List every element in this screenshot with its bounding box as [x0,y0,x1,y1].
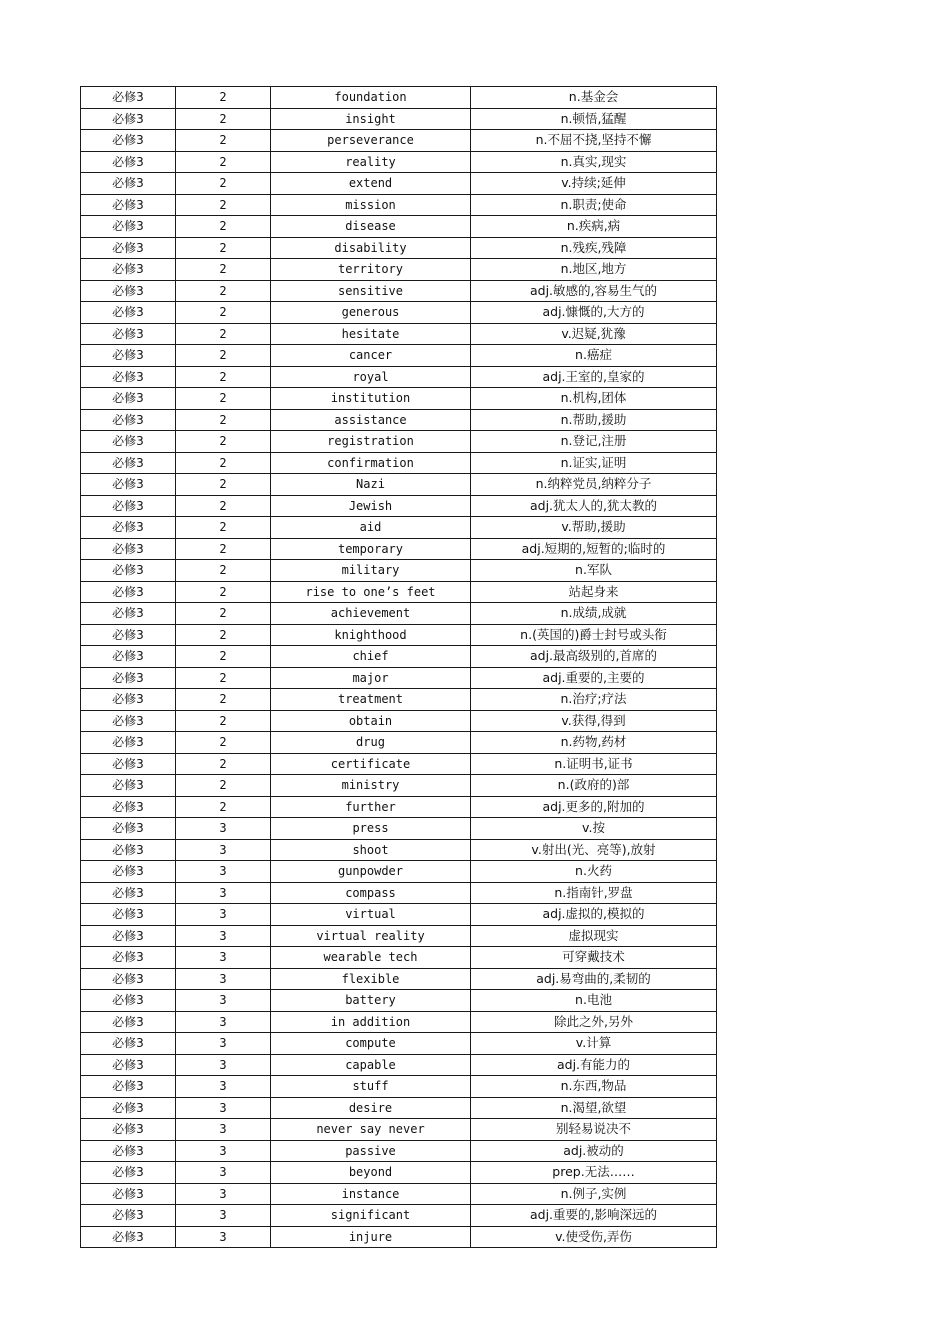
meaning-cell: v.使受伤,弄伤 [471,1226,717,1248]
word-cell: institution [271,388,471,410]
unit-cell: 2 [176,538,271,560]
table-row [81,345,717,367]
book-cell: 必修3 [81,968,176,990]
vocabulary-table [80,86,717,1248]
book-cell: 必修3 [81,1076,176,1098]
word-cell: mission [271,194,471,216]
word-cell: registration [271,431,471,453]
unit-cell: 3 [176,1054,271,1076]
unit-cell: 2 [176,581,271,603]
unit-cell: 3 [176,1076,271,1098]
meaning-cell: adj.重要的,影响深远的 [471,1205,717,1227]
book-cell: 必修3 [81,366,176,388]
word-cell: extend [271,173,471,195]
word-cell: Jewish [271,495,471,517]
book-cell: 必修3 [81,1119,176,1141]
meaning-cell: n.纳粹党员,纳粹分子 [471,474,717,496]
table-row [81,108,717,130]
table-row [81,409,717,431]
word-cell: wearable tech [271,947,471,969]
book-cell: 必修3 [81,1097,176,1119]
meaning-cell: n.例子,实例 [471,1183,717,1205]
unit-cell: 3 [176,947,271,969]
book-cell: 必修3 [81,409,176,431]
book-cell: 必修3 [81,560,176,582]
word-cell: chief [271,646,471,668]
word-cell: virtual [271,904,471,926]
word-cell: drug [271,732,471,754]
book-cell: 必修3 [81,130,176,152]
meaning-cell: n.渴望,欲望 [471,1097,717,1119]
meaning-cell: n.登记,注册 [471,431,717,453]
book-cell: 必修3 [81,1226,176,1248]
book-cell: 必修3 [81,1033,176,1055]
unit-cell: 2 [176,753,271,775]
word-cell: hesitate [271,323,471,345]
table-row [81,1097,717,1119]
book-cell: 必修3 [81,882,176,904]
word-cell: disease [271,216,471,238]
meaning-cell: 除此之外,另外 [471,1011,717,1033]
meaning-cell: adj.有能力的 [471,1054,717,1076]
book-cell: 必修3 [81,108,176,130]
unit-cell: 2 [176,323,271,345]
book-cell: 必修3 [81,216,176,238]
unit-cell: 3 [176,904,271,926]
meaning-cell: 站起身来 [471,581,717,603]
meaning-cell: adj.被动的 [471,1140,717,1162]
word-cell: certificate [271,753,471,775]
unit-cell: 2 [176,259,271,281]
word-cell: cancer [271,345,471,367]
unit-cell: 2 [176,452,271,474]
meaning-cell: adj.最高级别的,首席的 [471,646,717,668]
table-row [81,538,717,560]
meaning-cell: n.帮助,援助 [471,409,717,431]
unit-cell: 2 [176,194,271,216]
meaning-cell: adj.短期的,短暂的;临时的 [471,538,717,560]
meaning-cell: n.癌症 [471,345,717,367]
book-cell: 必修3 [81,1183,176,1205]
meaning-cell: v.帮助,援助 [471,517,717,539]
table-row [81,667,717,689]
word-cell: instance [271,1183,471,1205]
meaning-cell: n.证明书,证书 [471,753,717,775]
table-row [81,151,717,173]
word-cell: compass [271,882,471,904]
meaning-cell: n.东西,物品 [471,1076,717,1098]
word-cell: sensitive [271,280,471,302]
unit-cell: 3 [176,1140,271,1162]
word-cell: royal [271,366,471,388]
book-cell: 必修3 [81,87,176,109]
unit-cell: 2 [176,108,271,130]
table-row [81,194,717,216]
book-cell: 必修3 [81,624,176,646]
unit-cell: 3 [176,925,271,947]
book-cell: 必修3 [81,710,176,732]
word-cell: major [271,667,471,689]
table-row [81,302,717,324]
unit-cell: 2 [176,409,271,431]
word-cell: rise to one’s feet [271,581,471,603]
table-row [81,87,717,109]
book-cell: 必修3 [81,495,176,517]
table-row [81,323,717,345]
book-cell: 必修3 [81,603,176,625]
table-row [81,925,717,947]
unit-cell: 2 [176,474,271,496]
table-row [81,581,717,603]
meaning-cell: 别轻易说决不 [471,1119,717,1141]
word-cell: treatment [271,689,471,711]
book-cell: 必修3 [81,990,176,1012]
unit-cell: 2 [176,345,271,367]
unit-cell: 2 [176,560,271,582]
word-cell: passive [271,1140,471,1162]
book-cell: 必修3 [81,538,176,560]
book-cell: 必修3 [81,925,176,947]
unit-cell: 2 [176,130,271,152]
word-cell: beyond [271,1162,471,1184]
unit-cell: 3 [176,968,271,990]
meaning-cell: v.迟疑,犹豫 [471,323,717,345]
book-cell: 必修3 [81,1140,176,1162]
unit-cell: 3 [176,1011,271,1033]
meaning-cell: adj.重要的,主要的 [471,667,717,689]
word-cell: generous [271,302,471,324]
book-cell: 必修3 [81,474,176,496]
word-cell: press [271,818,471,840]
word-cell: injure [271,1226,471,1248]
meaning-cell: adj.更多的,附加的 [471,796,717,818]
table-row [81,882,717,904]
table-row [81,603,717,625]
unit-cell: 3 [176,861,271,883]
unit-cell: 3 [176,1033,271,1055]
table-row [81,775,717,797]
word-cell: territory [271,259,471,281]
book-cell: 必修3 [81,861,176,883]
unit-cell: 2 [176,302,271,324]
table-row [81,474,717,496]
meaning-cell: n.残疾,残障 [471,237,717,259]
word-cell: virtual reality [271,925,471,947]
word-cell: knighthood [271,624,471,646]
unit-cell: 2 [176,624,271,646]
table-row [81,861,717,883]
unit-cell: 2 [176,710,271,732]
word-cell: reality [271,151,471,173]
book-cell: 必修3 [81,302,176,324]
unit-cell: 3 [176,1119,271,1141]
meaning-cell: n.不屈不挠,坚持不懈 [471,130,717,152]
unit-cell: 3 [176,1226,271,1248]
table-row [81,796,717,818]
unit-cell: 2 [176,667,271,689]
word-cell: assistance [271,409,471,431]
word-cell: insight [271,108,471,130]
book-cell: 必修3 [81,345,176,367]
book-cell: 必修3 [81,775,176,797]
table-row [81,947,717,969]
meaning-cell: n.军队 [471,560,717,582]
table-row [81,818,717,840]
meaning-cell: adj.易弯曲的,柔韧的 [471,968,717,990]
unit-cell: 2 [176,517,271,539]
meaning-cell: v.按 [471,818,717,840]
unit-cell: 2 [176,280,271,302]
table-row [81,753,717,775]
word-cell: gunpowder [271,861,471,883]
table-row [81,452,717,474]
table-row [81,431,717,453]
table-row [81,1011,717,1033]
meaning-cell: n.证实,证明 [471,452,717,474]
unit-cell: 2 [176,732,271,754]
book-cell: 必修3 [81,1205,176,1227]
table-row [81,968,717,990]
meaning-cell: v.获得,得到 [471,710,717,732]
table-row [81,624,717,646]
meaning-cell: n.地区,地方 [471,259,717,281]
meaning-cell: n.机构,团体 [471,388,717,410]
book-cell: 必修3 [81,732,176,754]
meaning-cell: adj.犹太人的,犹太教的 [471,495,717,517]
unit-cell: 2 [176,431,271,453]
meaning-cell: 虚拟现实 [471,925,717,947]
book-cell: 必修3 [81,818,176,840]
word-cell: ministry [271,775,471,797]
table-row [81,1119,717,1141]
book-cell: 必修3 [81,388,176,410]
table-row [81,216,717,238]
meaning-cell: 可穿戴技术 [471,947,717,969]
book-cell: 必修3 [81,646,176,668]
unit-cell: 2 [176,689,271,711]
word-cell: battery [271,990,471,1012]
book-cell: 必修3 [81,839,176,861]
table-row [81,990,717,1012]
book-cell: 必修3 [81,753,176,775]
table-row [81,732,717,754]
word-cell: confirmation [271,452,471,474]
meaning-cell: n.电池 [471,990,717,1012]
meaning-cell: n.疾病,病 [471,216,717,238]
table-row [81,388,717,410]
word-cell: further [271,796,471,818]
unit-cell: 3 [176,818,271,840]
meaning-cell: prep.无法…… [471,1162,717,1184]
unit-cell: 2 [176,646,271,668]
table-row [81,904,717,926]
table-row [81,839,717,861]
word-cell: never say never [271,1119,471,1141]
book-cell: 必修3 [81,1011,176,1033]
meaning-cell: n.(政府的)部 [471,775,717,797]
table-row [81,1162,717,1184]
meaning-cell: n.成绩,成就 [471,603,717,625]
meaning-cell: v.计算 [471,1033,717,1055]
table-row [81,130,717,152]
word-cell: compute [271,1033,471,1055]
meaning-cell: adj.敏感的,容易生气的 [471,280,717,302]
unit-cell: 3 [176,1205,271,1227]
unit-cell: 3 [176,1097,271,1119]
word-cell: foundation [271,87,471,109]
meaning-cell: n.真实,现实 [471,151,717,173]
unit-cell: 2 [176,796,271,818]
meaning-cell: adj.王室的,皇家的 [471,366,717,388]
unit-cell: 2 [176,495,271,517]
table-row [81,710,717,732]
unit-cell: 2 [176,173,271,195]
book-cell: 必修3 [81,237,176,259]
table-row [81,366,717,388]
word-cell: capable [271,1054,471,1076]
unit-cell: 2 [176,388,271,410]
meaning-cell: n.治疗;疗法 [471,689,717,711]
unit-cell: 2 [176,151,271,173]
table-row [81,237,717,259]
meaning-cell: adj.虚拟的,模拟的 [471,904,717,926]
unit-cell: 2 [176,775,271,797]
word-cell: temporary [271,538,471,560]
table-row [81,173,717,195]
meaning-cell: n.基金会 [471,87,717,109]
word-cell: achievement [271,603,471,625]
meaning-cell: n.火药 [471,861,717,883]
book-cell: 必修3 [81,431,176,453]
table-row [81,280,717,302]
unit-cell: 3 [176,1183,271,1205]
table-row [81,517,717,539]
book-cell: 必修3 [81,452,176,474]
meaning-cell: n.职责;使命 [471,194,717,216]
book-cell: 必修3 [81,517,176,539]
table-row [81,560,717,582]
meaning-cell: adj.慷慨的,大方的 [471,302,717,324]
word-cell: shoot [271,839,471,861]
word-cell: aid [271,517,471,539]
book-cell: 必修3 [81,904,176,926]
book-cell: 必修3 [81,947,176,969]
book-cell: 必修3 [81,323,176,345]
word-cell: stuff [271,1076,471,1098]
table-row [81,495,717,517]
word-cell: military [271,560,471,582]
meaning-cell: v.射出(光、亮等),放射 [471,839,717,861]
book-cell: 必修3 [81,689,176,711]
meaning-cell: n.顿悟,猛醒 [471,108,717,130]
word-cell: significant [271,1205,471,1227]
book-cell: 必修3 [81,151,176,173]
unit-cell: 3 [176,882,271,904]
book-cell: 必修3 [81,1162,176,1184]
word-cell: flexible [271,968,471,990]
unit-cell: 3 [176,1162,271,1184]
book-cell: 必修3 [81,259,176,281]
table-row [81,689,717,711]
word-cell: obtain [271,710,471,732]
book-cell: 必修3 [81,667,176,689]
book-cell: 必修3 [81,581,176,603]
table-row [81,646,717,668]
unit-cell: 2 [176,87,271,109]
table-row [81,259,717,281]
book-cell: 必修3 [81,796,176,818]
word-cell: desire [271,1097,471,1119]
meaning-cell: n.(英国的)爵士封号或头衔 [471,624,717,646]
unit-cell: 2 [176,603,271,625]
table-row [81,1054,717,1076]
vocabulary-table-body [81,87,717,1248]
unit-cell: 2 [176,216,271,238]
book-cell: 必修3 [81,280,176,302]
table-row [81,1033,717,1055]
table-row [81,1226,717,1248]
table-row [81,1140,717,1162]
meaning-cell: v.持续;延伸 [471,173,717,195]
table-row [81,1076,717,1098]
word-cell: in addition [271,1011,471,1033]
table-row [81,1205,717,1227]
unit-cell: 3 [176,990,271,1012]
meaning-cell: n.药物,药材 [471,732,717,754]
word-cell: perseverance [271,130,471,152]
word-cell: Nazi [271,474,471,496]
unit-cell: 2 [176,366,271,388]
table-row [81,1183,717,1205]
unit-cell: 3 [176,839,271,861]
book-cell: 必修3 [81,173,176,195]
book-cell: 必修3 [81,194,176,216]
book-cell: 必修3 [81,1054,176,1076]
word-cell: disability [271,237,471,259]
meaning-cell: n.指南针,罗盘 [471,882,717,904]
unit-cell: 2 [176,237,271,259]
